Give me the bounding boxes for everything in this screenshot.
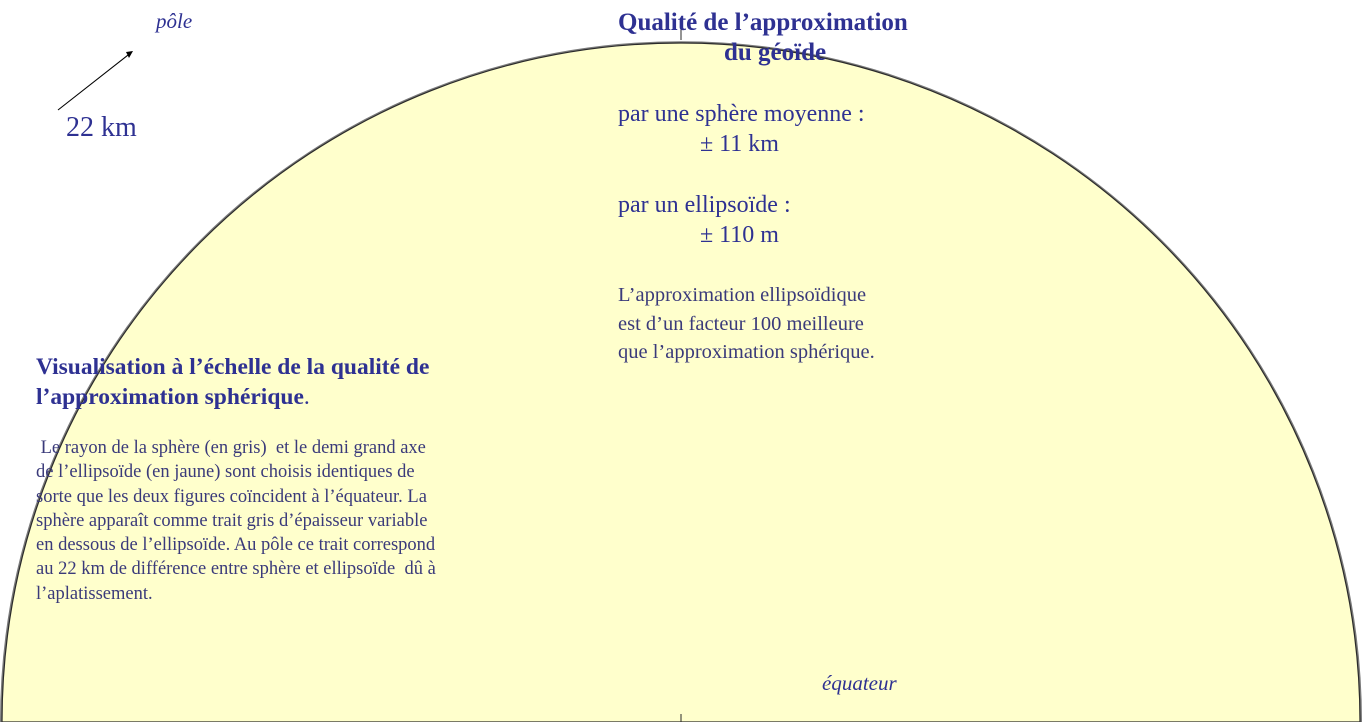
quality-title-line1: Qualité de l’approximation xyxy=(618,9,908,36)
ellipsoid-approx-label: par un ellipsoïde : xyxy=(618,192,791,218)
conclusion-line: que l’approximation sphérique. xyxy=(618,341,875,363)
conclusion-line: L’approximation ellipsoïdique xyxy=(618,284,867,306)
conclusion-text xyxy=(618,281,875,367)
description-line: sphère apparaît comme trait gris d’épaisseur variable xyxy=(36,510,428,531)
visualisation-title xyxy=(36,352,429,412)
visualisation-title-period: . xyxy=(303,384,310,410)
description-line: Le rayon de la sphère (en gris) et le demi grand axe xyxy=(36,438,426,458)
visualisation-title-text: l’approximation sphérique xyxy=(36,384,304,410)
scale-label: 22 km xyxy=(66,112,137,143)
sphere-approx-value: ± 11 km xyxy=(700,131,779,157)
pole-arrow xyxy=(58,55,128,110)
pole-arrow-head xyxy=(126,51,133,58)
visualisation-title-line1: Visualisation à l’échelle de la qualité de xyxy=(36,354,430,380)
conclusion-line: est d’un facteur 100 meilleure xyxy=(618,312,864,335)
sphere-approx-label: par une sphère moyenne : xyxy=(618,101,865,127)
description-line: l’aplatissement. xyxy=(36,583,153,604)
quality-title xyxy=(618,8,938,68)
visualisation-title-line2 xyxy=(36,382,429,412)
description-line: au 22 km de différence entre sphère et ellipsoïde dû à xyxy=(36,559,436,580)
pole-label: pôle xyxy=(156,9,193,33)
quality-title-line2: du géoïde xyxy=(724,39,827,66)
description-line: sorte que les deux figures coïncident à l’équateur. La xyxy=(36,486,427,507)
ellipsoid-approx-value: ± 110 m xyxy=(700,222,779,248)
description-line: de l’ellipsoïde (en jaune) sont choisis identiques de xyxy=(36,462,415,483)
description-line: en dessous de l’ellipsoïde. Au pôle ce trait correspond xyxy=(36,535,436,556)
equator-label: équateur xyxy=(822,671,897,695)
visualisation-description xyxy=(36,436,436,606)
